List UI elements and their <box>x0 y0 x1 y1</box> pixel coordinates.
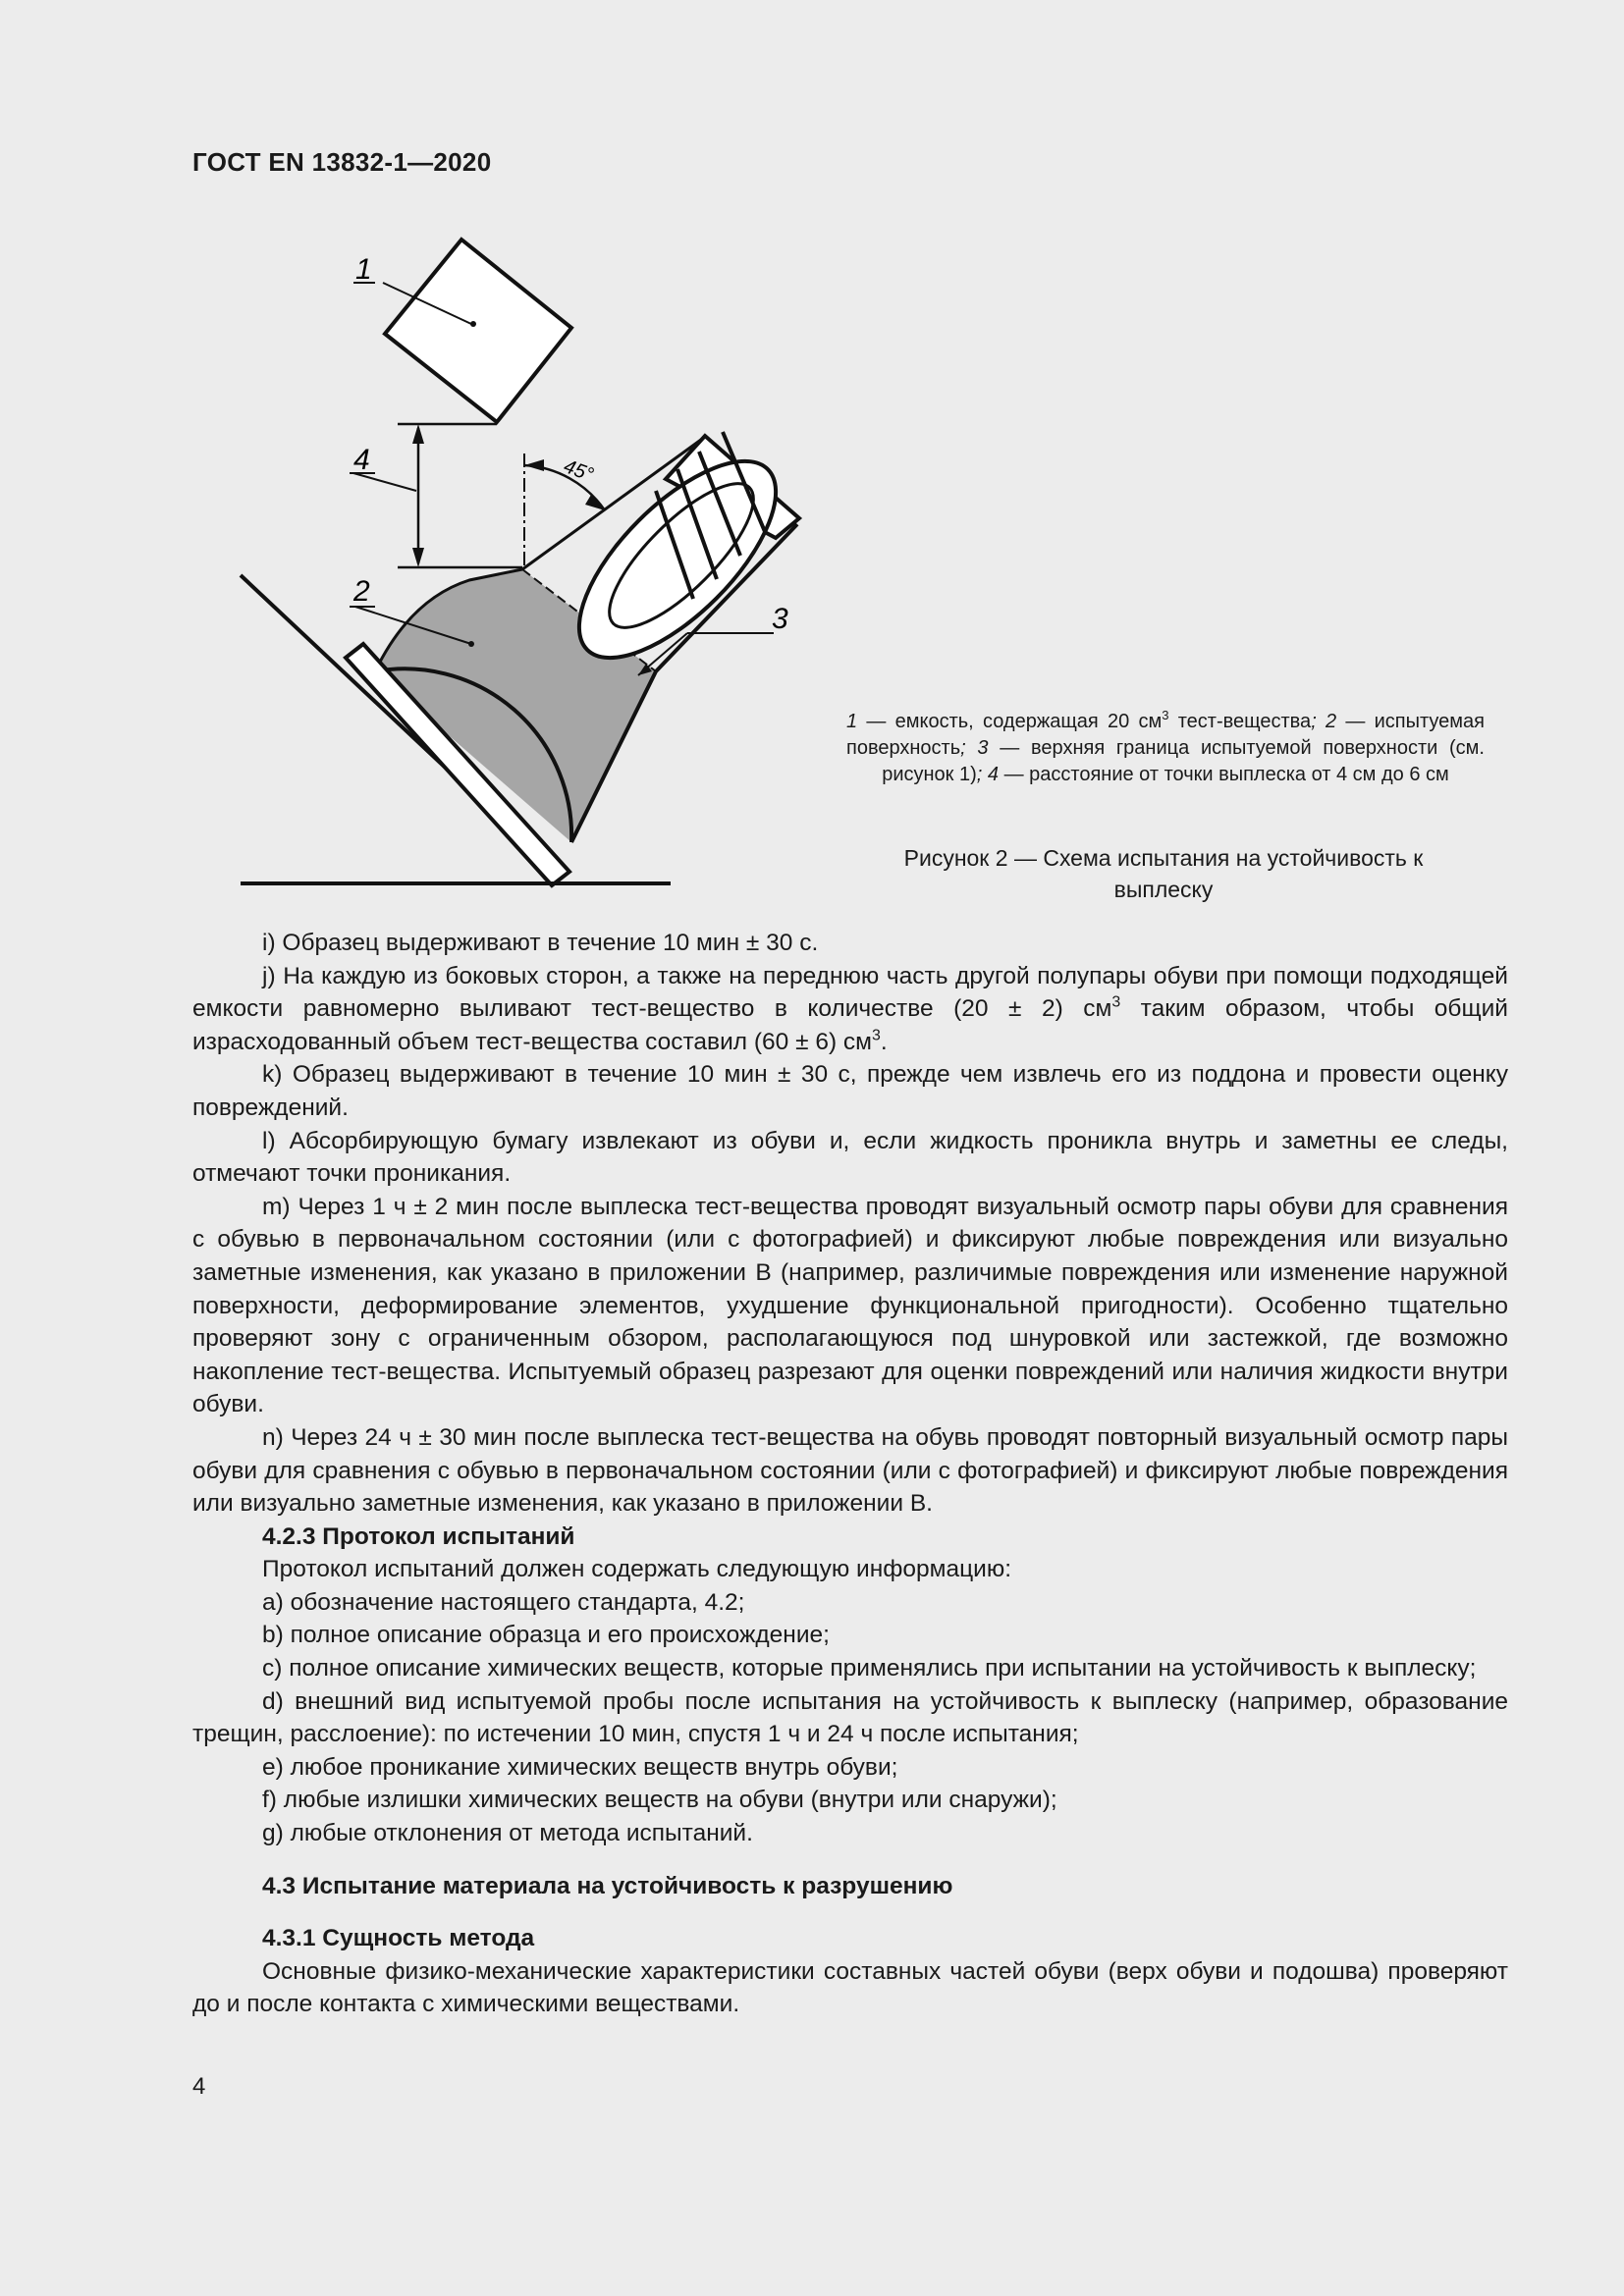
list-item-f: f) любые излишки химических веществ на обуви (внутри или снаружи); <box>262 1787 1057 1814</box>
container <box>385 240 571 422</box>
splash-test-diagram <box>226 228 815 895</box>
list-item-c: c) полное описание химических веществ, которые применялись при испытании на устойчивость к выплеску; <box>262 1655 1477 1682</box>
heading-4-3-1: 4.3.1 Сущность метода <box>262 1925 535 1952</box>
heading-4-3: 4.3 Испытание материала на устойчивость к разрушению <box>262 1872 953 1899</box>
document-header: ГОСТ EN 13832-1—2020 <box>192 147 492 177</box>
para-l: l) Абсорбирующую бумагу извлекают из обуви и, если жидкость проникла внутрь и заметны ее следы, отмечают точки проникания. <box>192 1127 1508 1188</box>
para-j: j) На каждую из боковых сторон, а также на переднюю часть другой полупары обуви при помощи подходящей емкости равномерно выливают тест-вещество в количестве (20 ± 2) $см^3$ таким образом, чтобы общий израсходованный объем тест-вещества составил (60 ± 6) $см^3$. <box>192 962 1508 1055</box>
label-3: 3 <box>772 603 788 635</box>
para-k: k) Образец выдерживают в течение 10 мин ± 30 с, прежде чем извлечь его из поддона и провести оценку повреждений. <box>192 1061 1508 1121</box>
list-item-a: a) обозначение настоящего стандарта, 4.2; <box>262 1588 745 1616</box>
label-1: 1 <box>355 253 372 286</box>
list-item-g: g) любые отклонения от метода испытаний. <box>262 1820 753 1847</box>
para-n: n) Через 24 ч ± 30 мин после выплеска тест-вещества на обувь проводят повторный визуальный осмотр пары обуви для сравнения с обувью в первоначальном состоянии (или с фотографией) и фиксируют любые повреждения или визуально заметные изменения, как указано в приложении В. <box>192 1423 1508 1518</box>
list-item-d: d) внешний вид испытуемой пробы после испытания на устойчивость к выплеску (например, образование трещин, расслоение): по истечении 10 мин, спустя 1 ч и 24 ч после испытания; <box>192 1687 1508 1748</box>
para-last: Основные физико-механические характеристики составных частей обуви (верх обуви и подошва) проверяют до и после контакта с химическими веществами. <box>192 1957 1508 2018</box>
list-item-e: e) любое проникание химических веществ внутрь обуви; <box>262 1753 898 1781</box>
list-item-b: b) полное описание образца и его происхождение; <box>262 1622 830 1649</box>
figure-caption: Рисунок 2 — Схема испытания на устойчивость к выплеску <box>903 845 1424 902</box>
label-2: 2 <box>353 575 370 608</box>
label-4: 4 <box>353 444 370 476</box>
document-body <box>192 927 1508 2021</box>
para-m: m) Через 1 ч ± 2 мин после выплеска тест-вещества проводят визуальный осмотр пары обуви для сравнения с обувью в первоначальном состоянии (или с фотографией) и фиксируют любые повреждения или визуально заметные изменения, как указано в приложении В (например, различимые повреждения или изменение наружной поверхности, деформирование элементов, ухудшение функциональной пригодности). Особенно тщательно проверяют зону с ограниченным обзором, располагающуюся под шнуровкой или застежкой, где возможно накопление тест-вещества. Испытуемый образец разрезают для оценки повреждений или наличия жидкости внутри обуви. <box>192 1193 1508 1418</box>
para-i: i) Образец выдерживают в течение 10 мин ± 30 с. <box>262 930 819 956</box>
para-protocol: Протокол испытаний должен содержать следующую информацию: <box>262 1556 1012 1583</box>
figure-legend: 1 — емкость, содержащая 20 $см^3$ тест-вещества; 2 — испытуемая поверхность; 3 — верхняя граница испытуемой поверхности (см. рисунок 1); 4 — расстояние от точки выплеска от 4 см до 6 см <box>846 708 1485 785</box>
page-number: 4 <box>192 2073 206 2100</box>
angle-label: 45° <box>561 455 597 487</box>
heading-4-2-3: 4.2.3 Протокол испытаний <box>262 1522 575 1550</box>
